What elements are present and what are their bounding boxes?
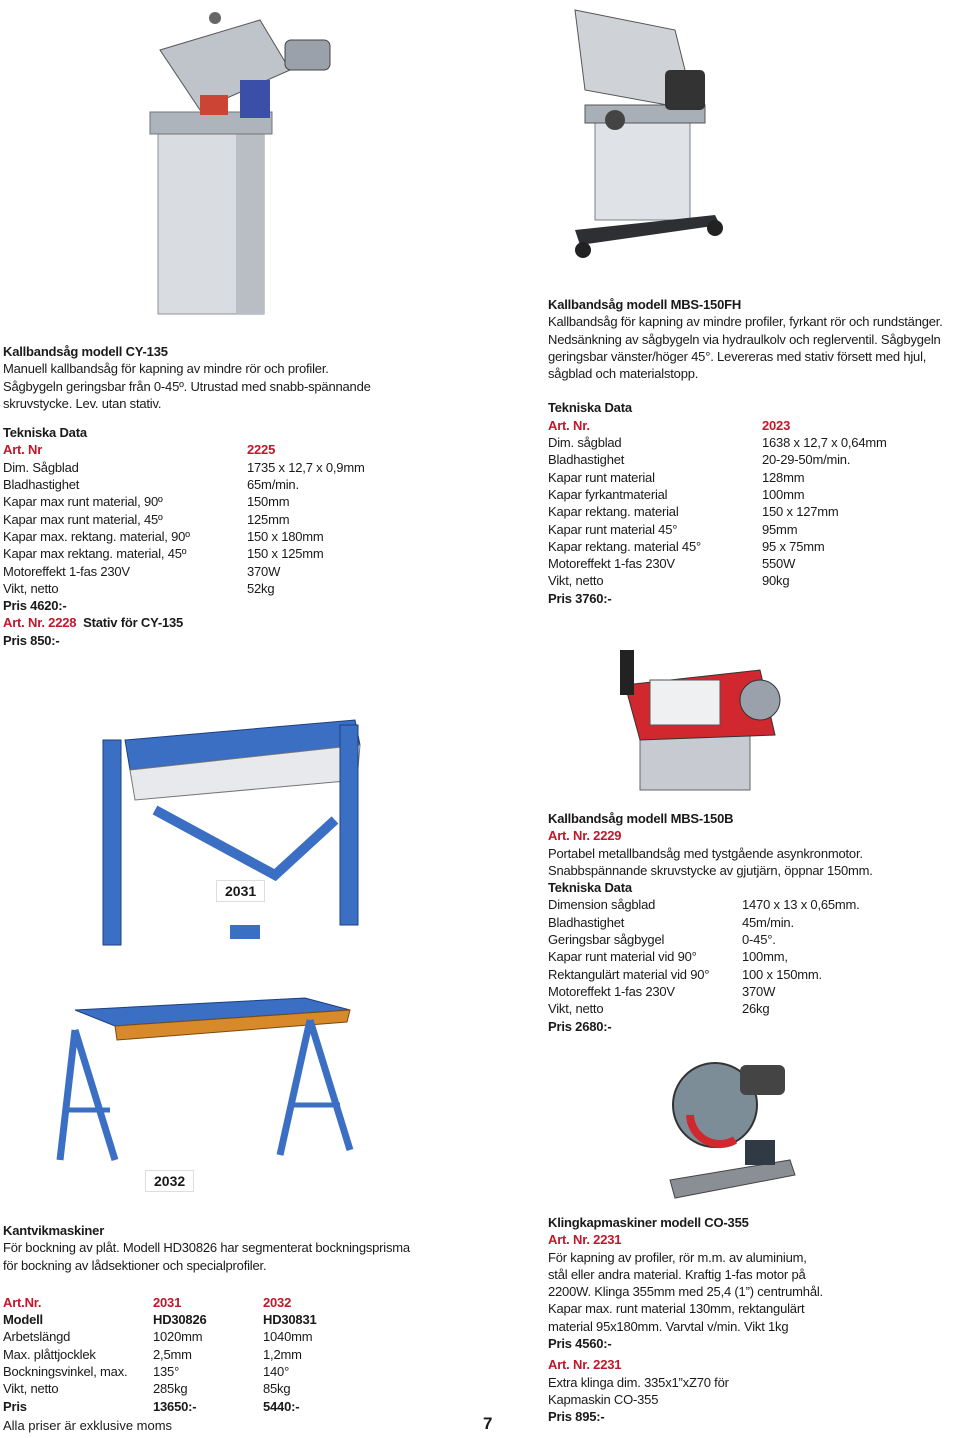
spec-row: Bladhastighet 20-29-50m/min.	[548, 452, 851, 468]
co355-desc-3: 2200W. Klinga 355mm med 25,4 (1”) centrumhål.	[548, 1284, 823, 1300]
kantvik-title: Kantvikmaskiner	[3, 1223, 105, 1238]
footer-note: Alla priser är exklusive moms	[3, 1418, 173, 1433]
spec-row: Bladhastighet 45m/min.	[548, 914, 794, 930]
co355-desc-2: stål eller andra material. Kraftig 1-fas motor på	[548, 1266, 806, 1282]
mbs150fh-desc-1: Kallbandsåg för kapning av mindre profiler, fyrkant rör och rundstänger.	[548, 314, 943, 330]
mbs150b-title: Kallbandsåg modell MBS-150B	[548, 811, 734, 826]
co355-desc-5: material 95x180mm. Varvtal v/min. Vikt 1kg	[548, 1318, 789, 1334]
mbs150b-saw-image	[610, 640, 790, 795]
co355-art-label: Art. Nr.	[548, 1232, 590, 1248]
label-2031: 2031	[216, 880, 265, 902]
co355-price: Pris 4560:-	[548, 1336, 612, 1352]
cy135-art-label: Art. Nr	[3, 442, 43, 458]
co355-extra-art-label: Art. Nr.	[548, 1357, 590, 1373]
mbs150b-art-label: Art. Nr.	[548, 828, 590, 844]
spec-row: Kapar max rektang. material, 45º 150 x 125mm	[3, 546, 324, 562]
page-number: 7	[483, 1414, 493, 1433]
mbs150fh-saw-image	[555, 0, 730, 270]
co355-title: Klingkapmaskiner modell CO-355	[548, 1215, 749, 1230]
kantvik-section	[3, 1222, 473, 1415]
mbs150fh-desc-4: sågblad och materialstopp.	[548, 366, 699, 382]
mbs150b-desc-2: Snabbspännande skruvstycke av gjutjärn, öppnar 150mm.	[548, 862, 873, 878]
spec-row: Vikt, netto 52kg	[3, 580, 275, 596]
spec-row: Kapar fyrkantmaterial 100mm	[548, 486, 805, 502]
spec-row: Kapar runt material 128mm	[548, 469, 805, 485]
spec-row: Dimension sågblad 1470 x 13 x 0,65mm.	[548, 897, 860, 913]
table-header-row: Art.Nr. 2031 2032	[3, 1294, 292, 1310]
table-row: Vikt, netto 285kg 85kg	[3, 1381, 291, 1397]
spec-row: Geringsbar sågbygel 0-45°.	[548, 932, 776, 948]
spec-row: Dim. Sågblad 1735 x 12,7 x 0,9mm	[3, 459, 365, 475]
cy135-stand-price: Pris 850:-	[3, 632, 60, 648]
spec-row: Kapar max runt material, 45º 125mm	[3, 511, 290, 527]
folding-machine-2031-image	[95, 700, 370, 955]
cy135-title: Kallbandsåg modell CY-135	[3, 344, 168, 359]
table-row: Modell HD30826 HD30831	[3, 1312, 317, 1328]
kantvik-desc-1: För bockning av plåt. Modell HD30826 har segmenterat bockningsprisma	[3, 1240, 410, 1256]
cy135-saw-image	[140, 0, 340, 318]
spec-row: Kapar rektang. material 150 x 127mm	[548, 504, 839, 520]
cy135-desc-3: skruvstycke. Lev. utan stativ.	[3, 395, 162, 411]
mbs150fh-title: Kallbandsåg modell MBS-150FH	[548, 297, 742, 312]
co355-saw-image	[660, 1040, 800, 1200]
spec-row: Kapar max. rektang. material, 90º 150 x 180mm	[3, 528, 324, 544]
spec-row: Kapar max runt material, 90º 150mm	[3, 494, 290, 510]
spec-row: Vikt, netto 26kg	[548, 1001, 770, 1017]
folding-machine-2032-image	[55, 990, 365, 1165]
cy135-desc-1: Manuell kallbandsåg för kapning av mindre rör och profiler.	[3, 361, 329, 377]
co355-desc-4: Kapar max. runt material 130mm, rektangulärt	[548, 1301, 805, 1317]
table-row: Max. plåttjocklek 2,5mm 1,2mm	[3, 1346, 302, 1362]
kantvik-desc-2: för bockning av lådsektioner och specialprofiler.	[3, 1257, 267, 1273]
co355-extra-art-value: 2231	[593, 1357, 622, 1373]
mbs150fh-tech-heading: Tekniska Data	[548, 400, 632, 416]
mbs150fh-desc-2: Nedsänkning av sågbygeln via hydraulkolv och reglerventil. Sågbygeln	[548, 331, 941, 347]
kantvik-table	[3, 1294, 317, 1415]
spec-row: Motoreffekt 1-fas 230V 370W	[3, 563, 281, 579]
spec-row: Motoreffekt 1-fas 230V 550W	[548, 556, 796, 572]
table-row: Bockningsvinkel, max. 135° 140°	[3, 1364, 290, 1380]
co355-section	[548, 1214, 958, 1426]
mbs150b-price: Pris 2680:-	[548, 1018, 612, 1034]
cy135-section	[3, 343, 473, 649]
spec-row: Motoreffekt 1-fas 230V 370W	[548, 983, 776, 999]
mbs150b-section	[548, 810, 958, 1035]
cy135-price: Pris 4620:-	[3, 598, 67, 614]
co355-desc-1: För kapning av profiler, rör m.m. av aluminium,	[548, 1249, 807, 1265]
mbs150fh-art-value: 2023	[762, 417, 791, 433]
cy135-art-value: 2225	[247, 442, 276, 458]
spec-row: Bladhastighet 65m/min.	[3, 477, 299, 493]
cy135-tech-heading: Tekniska Data	[3, 425, 87, 441]
spec-row: Kapar runt material vid 90° 100mm,	[548, 949, 788, 965]
cy135-desc-2: Sågbygeln geringsbar från 0-45º. Utrustad med snabb-spännande	[3, 378, 371, 394]
mbs150b-art-value: 2229	[593, 828, 622, 844]
table-row: Pris 13650:- 5440:-	[3, 1398, 300, 1414]
co355-art-value: 2231	[593, 1232, 622, 1248]
mbs150fh-section	[548, 296, 958, 607]
mbs150fh-art-label: Art. Nr.	[548, 417, 590, 433]
mbs150fh-price: Pris 3760:-	[548, 590, 612, 606]
cy135-stand: Art. Nr. 2228 Stativ för CY-135	[3, 615, 184, 631]
mbs150b-tech-heading: Tekniska Data	[548, 880, 632, 896]
spec-row: Dim. sågblad 1638 x 12,7 x 0,64mm	[548, 435, 887, 451]
spec-row: Vikt, netto 90kg	[548, 573, 790, 589]
label-2032: 2032	[145, 1170, 194, 1192]
spec-row: Kapar runt material 45° 95mm	[548, 521, 798, 537]
table-row: Arbetslängd 1020mm 1040mm	[3, 1329, 313, 1345]
co355-extra-price: Pris 895:-	[548, 1409, 605, 1425]
co355-extra-desc-1: Extra klinga dim. 335x1”xZ70 för	[548, 1374, 729, 1390]
mbs150b-desc-1: Portabel metallbandsåg med tystgående asynkronmotor.	[548, 845, 863, 861]
co355-extra-desc-2: Kapmaskin CO-355	[548, 1391, 659, 1407]
mbs150fh-desc-3: geringsbar vänster/höger 45°. Levereras med stativ försett med hjul,	[548, 348, 927, 364]
spec-row: Rektangulärt material vid 90° 100 x 150mm.	[548, 966, 822, 982]
spec-row: Kapar rektang. material 45° 95 x 75mm	[548, 538, 825, 554]
